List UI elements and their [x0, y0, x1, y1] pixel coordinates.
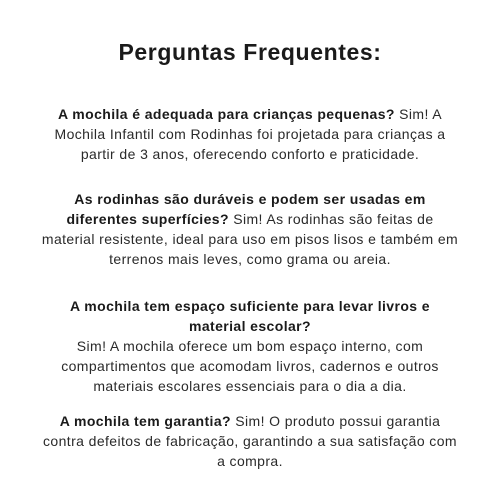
faq-answer: Sim! A Mochila Infantil com Rodinhas foi projetada para crianças a partir de 3 anos, oferecendo conforto e praticidade. — [54, 106, 446, 162]
faq-item — [40, 411, 460, 471]
faq-answer: Sim! A mochila oferece um bom espaço interno, com compartimentos que acomodam livros, cadernos e outros materiais escolares essenciais para o dia a dia. — [61, 338, 439, 394]
faq-answer: Sim! O produto possui garantia contra defeitos de fabricação, garantindo a sua satisfação com a compra. — [43, 413, 457, 469]
faq-question: A mochila é adequada para crianças pequenas? — [57, 106, 395, 122]
faq-item — [40, 296, 460, 396]
faq-answer: Sim! As rodinhas são feitas de material resistente, ideal para uso em pisos lisos e também em terrenos mais leves, como grama ou areia. — [41, 211, 459, 267]
page-title: Perguntas Frequentes: — [118, 39, 382, 65]
faq-item — [40, 189, 460, 269]
faq-item — [40, 104, 460, 164]
faq-question: As rodinhas são duráveis e podem ser usadas em diferentes superfícies? — [66, 191, 426, 227]
faq-question: A mochila tem espaço suficiente para levar livros e material escolar? — [70, 298, 430, 334]
faq-question: A mochila tem garantia? — [59, 413, 231, 429]
